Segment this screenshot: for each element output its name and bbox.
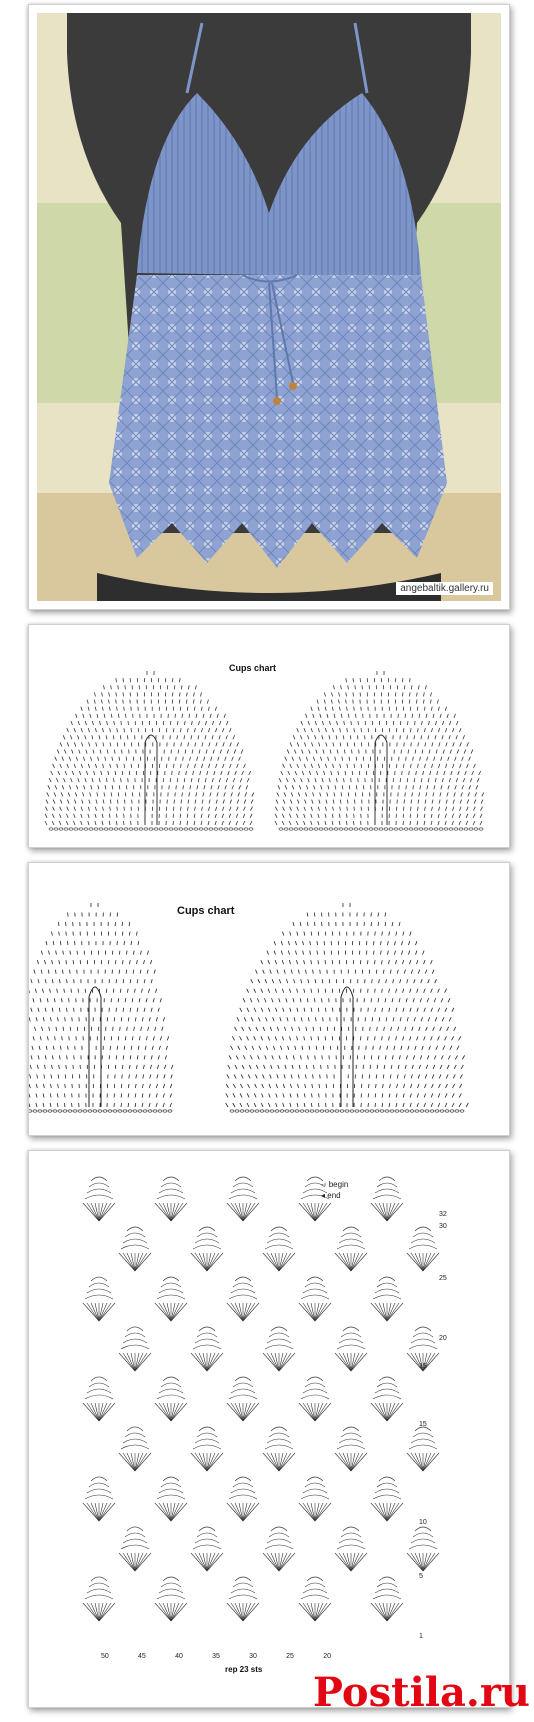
pineapple-motif bbox=[119, 1527, 151, 1571]
legend-end: ◂ end bbox=[321, 1191, 341, 1200]
end-marker-icon: ◂ bbox=[321, 1191, 326, 1200]
pineapple-motif bbox=[371, 1477, 403, 1521]
row-label-15: 15 bbox=[419, 1421, 427, 1428]
row-label-32: 32 bbox=[439, 1211, 447, 1218]
pineapple-motif bbox=[407, 1227, 439, 1271]
pineapple-motif bbox=[335, 1427, 367, 1471]
pineapple-motif bbox=[83, 1277, 115, 1321]
pineapple-motif bbox=[335, 1527, 367, 1571]
row-label-5: 5 bbox=[419, 1573, 423, 1580]
pineapple-motif bbox=[227, 1577, 259, 1621]
cups-chart-diagram bbox=[29, 863, 509, 1135]
pineapple-motif bbox=[407, 1527, 439, 1571]
row-label-20: 20 bbox=[439, 1335, 447, 1342]
cups-chart-panel-1 bbox=[28, 624, 510, 848]
body-chart-panel bbox=[28, 1150, 510, 1708]
pineapple-motif bbox=[299, 1477, 331, 1521]
pineapple-motif bbox=[299, 1377, 331, 1421]
pineapple-motif bbox=[191, 1327, 223, 1371]
pineapple-motif bbox=[263, 1327, 295, 1371]
pineapple-motif bbox=[83, 1177, 115, 1221]
crochet-top-photo bbox=[37, 13, 501, 601]
pineapple-motif bbox=[191, 1527, 223, 1571]
cups-chart-diagram bbox=[29, 625, 509, 847]
pineapple-motif bbox=[371, 1277, 403, 1321]
pineapple-motif bbox=[155, 1177, 187, 1221]
pineapple-motif bbox=[263, 1227, 295, 1271]
cup-motif bbox=[275, 671, 484, 830]
pineapple-motif bbox=[299, 1577, 331, 1621]
repeat-label: rep 23 sts bbox=[225, 1665, 263, 1674]
photo-panel bbox=[28, 4, 510, 610]
pineapple-motif bbox=[191, 1427, 223, 1471]
pineapple-motif bbox=[83, 1377, 115, 1421]
begin-marker-icon: -◦ bbox=[321, 1180, 327, 1189]
pineapple-motif bbox=[335, 1327, 367, 1371]
pineapple-motif bbox=[155, 1477, 187, 1521]
postila-logo: Postila.ru bbox=[312, 1669, 530, 1716]
pineapple-motif bbox=[371, 1177, 403, 1221]
body-lace-diagram bbox=[29, 1151, 509, 1707]
pineapple-motif bbox=[263, 1527, 295, 1571]
watermark: angebaltik.gallery.ru bbox=[396, 582, 493, 595]
pineapple-motif bbox=[155, 1277, 187, 1321]
chart-title: Cups chart bbox=[177, 905, 235, 917]
pineapple-motif bbox=[407, 1427, 439, 1471]
row-label-30: 30 bbox=[439, 1223, 447, 1230]
pineapple-motif bbox=[227, 1477, 259, 1521]
pineapple-motif bbox=[227, 1277, 259, 1321]
pineapple-motif bbox=[83, 1577, 115, 1621]
pineapple-motif bbox=[83, 1477, 115, 1521]
pineapple-motif bbox=[371, 1577, 403, 1621]
cups-chart-panel-2 bbox=[28, 862, 510, 1136]
pineapple-motif bbox=[155, 1377, 187, 1421]
pineapple-motif bbox=[119, 1227, 151, 1271]
row-label-10: 10 bbox=[419, 1519, 427, 1526]
pineapple-motif bbox=[119, 1427, 151, 1471]
pineapple-motif bbox=[299, 1277, 331, 1321]
pineapple-motif bbox=[227, 1377, 259, 1421]
cup-motif bbox=[226, 903, 469, 1112]
pineapple-motif bbox=[335, 1227, 367, 1271]
row-label-19: 19 bbox=[419, 1363, 427, 1370]
pineapple-motif bbox=[263, 1427, 295, 1471]
cup-motif bbox=[45, 671, 254, 830]
pineapple-motif bbox=[119, 1327, 151, 1371]
pineapple-motif bbox=[227, 1177, 259, 1221]
pineapple-motif bbox=[155, 1577, 187, 1621]
legend bbox=[321, 1179, 348, 1201]
stitch-numbers: 50 45 40 35 30 25 20 bbox=[101, 1653, 331, 1660]
row-label-1: 1 bbox=[419, 1633, 423, 1640]
pineapple-motif bbox=[371, 1377, 403, 1421]
cup-motif bbox=[29, 903, 173, 1112]
legend-begin: -◦ begin bbox=[321, 1180, 349, 1189]
chart-title: Cups chart bbox=[229, 663, 277, 673]
pineapple-motif bbox=[191, 1227, 223, 1271]
row-label-25: 25 bbox=[439, 1275, 447, 1282]
